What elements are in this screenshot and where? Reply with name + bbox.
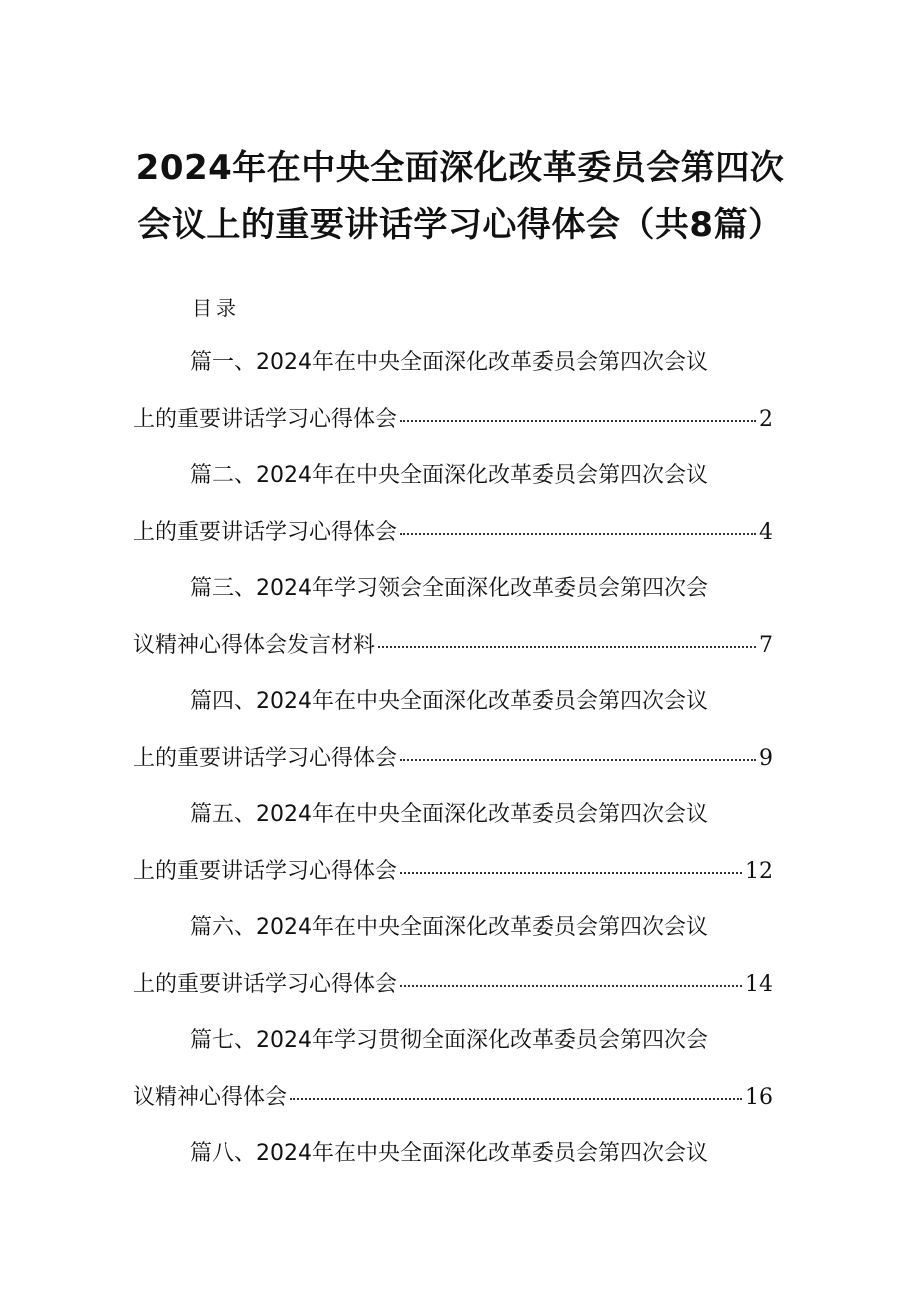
toc-entry-7-continuation[interactable] [133,1083,773,1113]
toc-entry-2-continuation[interactable] [133,518,773,548]
toc-entry-4-page: 9 [759,746,773,771]
toc-entry-2-page: 4 [759,520,773,545]
toc-entry-2-title-cont: 上的重要讲话学习心得体会 [133,520,398,545]
toc-entry-6-page: 14 [745,972,773,997]
toc-entry-5-continuation[interactable] [133,857,773,887]
toc-dot-leader [400,985,742,987]
toc-dot-leader [290,1098,742,1100]
toc-dot-leader [400,420,756,422]
document-title-line1: 2024年在中央全面深化改革委员会第四次 [135,148,785,188]
toc-entry-4-title[interactable]: 篇四、2024年在中央全面深化改革委员会第四次会议 [190,689,708,714]
toc-entry-1-title-cont: 上的重要讲话学习心得体会 [133,407,398,432]
toc-entry-1-continuation[interactable] [133,405,773,435]
toc-entry-5-page: 12 [745,859,773,884]
toc-entry-6-title-cont: 上的重要讲话学习心得体会 [133,972,398,997]
toc-dot-leader [378,646,756,648]
toc-entry-1-title[interactable]: 篇一、2024年在中央全面深化改革委员会第四次会议 [190,350,708,375]
toc-entry-6-title[interactable]: 篇六、2024年在中央全面深化改革委员会第四次会议 [190,915,708,940]
toc-entry-5-title[interactable]: 篇五、2024年在中央全面深化改革委员会第四次会议 [190,802,708,827]
toc-entry-7-title[interactable]: 篇七、2024年学习贯彻全面深化改革委员会第四次会 [190,1028,708,1053]
document-title-line2: 会议上的重要讲话学习心得体会（共8篇） [137,205,783,245]
toc-entry-6-continuation[interactable] [133,970,773,1000]
toc-dot-leader [400,872,742,874]
toc-entry-2-title[interactable]: 篇二、2024年在中央全面深化改革委员会第四次会议 [190,463,708,488]
toc-dot-leader [400,533,756,535]
toc-entry-4-continuation[interactable] [133,744,773,774]
toc-entry-1-page: 2 [759,407,773,432]
toc-entry-5-title-cont: 上的重要讲话学习心得体会 [133,859,398,884]
toc-entry-3-title[interactable]: 篇三、2024年学习领会全面深化改革委员会第四次会 [190,576,708,601]
toc-entry-3-title-cont: 议精神心得体会发言材料 [133,633,376,658]
toc-dot-leader [400,759,756,761]
toc-entry-7-page: 16 [745,1085,773,1110]
toc-entry-7-title-cont: 议精神心得体会 [133,1085,288,1110]
toc-entry-3-continuation[interactable] [133,631,773,661]
toc-entry-8-title[interactable]: 篇八、2024年在中央全面深化改革委员会第四次会议 [190,1141,708,1166]
toc-entry-3-page: 7 [759,633,773,658]
toc-entry-4-title-cont: 上的重要讲话学习心得体会 [133,746,398,771]
toc-heading: 目录 [192,296,240,320]
